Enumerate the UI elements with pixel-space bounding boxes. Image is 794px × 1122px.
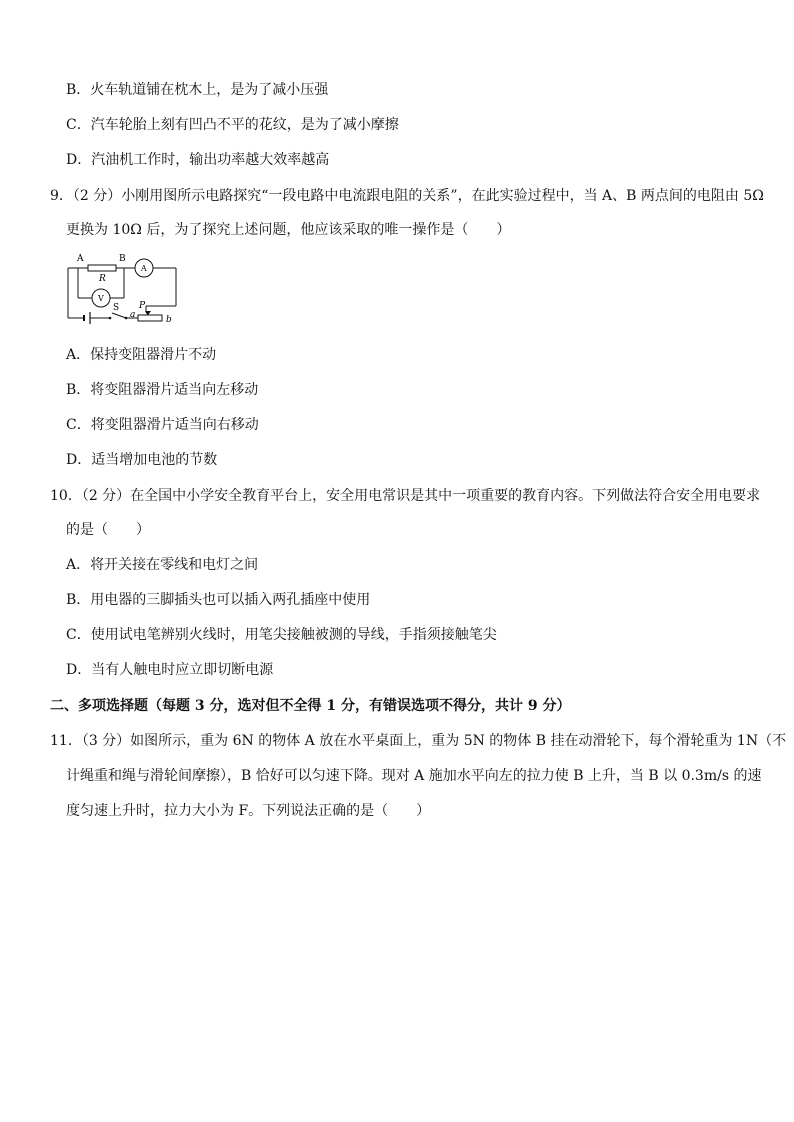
q8-option-b: B．火车轨道铺在枕木上，是为了减小压强 [66,82,329,98]
q10-option-d: D．当有人触电时应立即切断电源 [66,662,274,678]
label-end-b: b [166,315,172,325]
q11-stem-line3: 度匀速上升时，拉力大小为 F。下列说法正确的是（ ） [66,803,431,819]
label-slider: P [139,301,146,311]
q9-circuit-diagram [62,252,182,332]
voltmeter-symbol: V [98,294,104,303]
label-switch: S [113,303,120,313]
label-a-point: A [77,254,84,264]
q10-option-a: A．将开关接在零线和电灯之间 [66,557,259,573]
label-resistor: R [99,274,106,284]
label-end-a: a [130,310,136,320]
q10-option-b: B．用电器的三脚插头也可以插入两孔插座中使用 [66,592,371,608]
q9-option-b: B．将变阻器滑片适当向左移动 [66,382,259,398]
label-b-point: B [119,254,126,264]
section-title-multiple-choice: 二、多项选择题（每题 3 分，选对但不全得 1 分，有错误选项不得分，共计 9 分） [50,698,571,714]
q10-option-c: C．使用试电笔辨别火线时，用笔尖接触被测的导线，手指须接触笔尖 [66,627,497,643]
q10-stem-line2: 的是（ ） [66,522,150,538]
ammeter-symbol: A [141,264,147,273]
q9-stem-line2: 更换为 10Ω 后，为了探究上述问题，他应该采取的唯一操作是（ ） [66,222,511,238]
q8-option-c: C．汽车轮胎上刻有凹凸不平的花纹，是为了减小摩擦 [66,117,399,133]
q11-stem-line2: 计绳重和绳与滑轮间摩擦），B 恰好可以匀速下降。现对 A 施加水平向左的拉力使 B 上升，当 B 以 0.3m/s 的速 [66,768,762,784]
q9-option-a: A．保持变阻器滑片不动 [66,347,217,363]
q8-option-d: D．汽油机工作时，输出功率越大效率越高 [66,152,330,168]
q9-option-d: D．适当增加电池的节数 [66,452,218,468]
q11-stem-line1: 11．（3 分）如图所示，重为 6N 的物体 A 放在水平桌面上，重为 5N 的物体 B 挂在动滑轮下，每个滑轮重为 1N（不 [50,733,787,749]
q9-option-c: C．将变阻器滑片适当向右移动 [66,417,259,433]
q9-stem-line1: 9．（2 分）小刚用图所示电路探究“一段电路中电流跟电阻的关系”，在此实验过程中，当 A、B 两点间的电阻由 5Ω [50,188,764,204]
q10-stem-line1: 10．（2 分）在全国中小学安全教育平台上，安全用电常识是其中一项重要的教育内容。下列做法符合安全用电要求 [50,488,761,504]
